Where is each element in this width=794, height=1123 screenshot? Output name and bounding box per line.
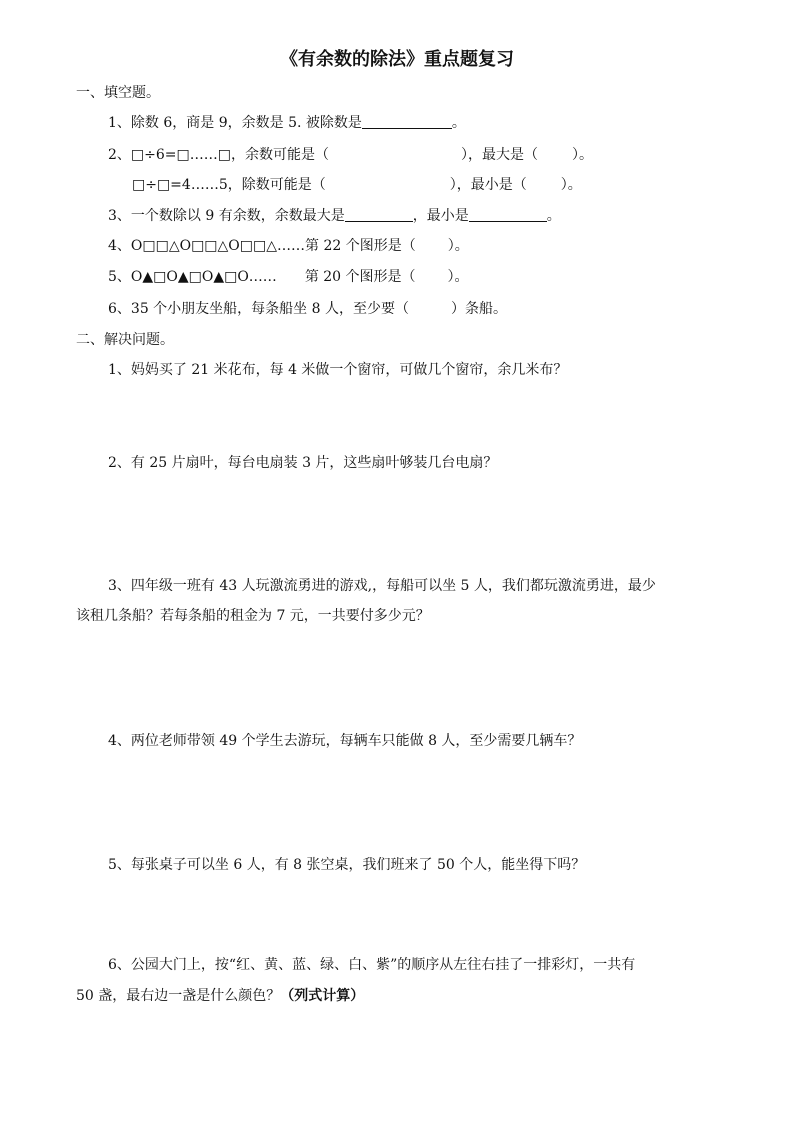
word-problem-1: 1、妈妈买了 21 米花布，每 4 米做一个窗帘，可做几个窗帘，余几米布？ bbox=[108, 362, 568, 378]
fill-question-6 bbox=[108, 299, 507, 319]
word-problem-3-line-1: 3、四年级一班有 43 人玩激流勇进的游戏,，每船可以坐 5 人，我们都玩激流勇进，最少 bbox=[108, 578, 656, 594]
fill-question-3 bbox=[108, 206, 561, 226]
word-problem-2: 2、有 25 片扇叶，每台电扇装 3 片，这些扇叶够装几台电扇？ bbox=[108, 455, 498, 471]
answer-blank[interactable] bbox=[345, 207, 413, 222]
answer-blank[interactable] bbox=[469, 207, 547, 222]
word-problem-6-line-1: 6、公园大门上，按“红、黄、蓝、绿、白、紫”的顺序从左往右挂了一排彩灯，一共有 bbox=[108, 957, 636, 973]
fill-question-4 bbox=[108, 236, 469, 256]
calculation-note: （列式计算） bbox=[280, 988, 365, 1004]
q6-part-b: ）条船。 bbox=[450, 301, 507, 317]
q3-part-a: 3、一个数除以 9 有余数，余数最大是 bbox=[108, 208, 345, 224]
answer-blank[interactable] bbox=[362, 114, 452, 129]
section-2-heading: 二、解决问题。 bbox=[76, 332, 174, 348]
q4-part-a: 4、O□□△O□□△O□□△……第 22 个图形是（ bbox=[108, 238, 416, 254]
fill-question-1 bbox=[108, 113, 466, 133]
q2-line2-part-a: □÷□=4……5，除数可能是（ bbox=[132, 177, 326, 193]
fill-question-2-line-1 bbox=[108, 145, 593, 165]
fill-question-1-end: 。 bbox=[451, 115, 466, 131]
q5-part-a: 5、O▲□O▲□O▲□O…… bbox=[108, 269, 277, 285]
fill-question-1-text: 1、除数 6，商是 9，余数是 5. 被除数是 bbox=[108, 115, 362, 131]
word-problem-3-line-2: 该租几条船？若每条船的租金为 7 元，一共要付多少元？ bbox=[76, 608, 430, 624]
q4-part-b: ）。 bbox=[447, 238, 469, 254]
page-title: 《有余数的除法》重点题复习 bbox=[280, 49, 514, 70]
q3-part-c: 。 bbox=[546, 208, 561, 224]
word-problem-6-line-2-text: 50 盏，最右边一盏是什么颜色？ bbox=[76, 988, 281, 1004]
q3-part-b: ，最小是 bbox=[412, 208, 469, 224]
word-problem-6-line-2 bbox=[76, 986, 364, 1006]
q2-line1-part-c: ）。 bbox=[571, 147, 593, 163]
q2-line2-part-c: ）。 bbox=[560, 177, 582, 193]
fill-question-2-line-2 bbox=[132, 175, 582, 195]
q5-part-b: 第 20 个图形是（ bbox=[304, 269, 416, 285]
q2-line1-part-b: ），最大是（ bbox=[460, 147, 538, 163]
section-1-heading: 一、填空题。 bbox=[76, 85, 160, 101]
q2-line2-part-b: ），最小是（ bbox=[449, 177, 527, 193]
q2-line1-part-a: 2、□÷6=□……□，余数可能是（ bbox=[108, 147, 329, 163]
word-problem-4: 4、两位老师带领 49 个学生去游玩，每辆车只能做 8 人，至少需要几辆车？ bbox=[108, 733, 582, 749]
word-problem-5: 5、每张桌子可以坐 6 人，有 8 张空桌，我们班来了 50 个人，能坐得下吗？ bbox=[108, 857, 586, 873]
q6-part-a: 6、35 个小朋友坐船，每条船坐 8 人，至少要（ bbox=[108, 301, 409, 317]
q5-part-c: ）。 bbox=[447, 269, 469, 285]
fill-question-5 bbox=[108, 267, 469, 287]
